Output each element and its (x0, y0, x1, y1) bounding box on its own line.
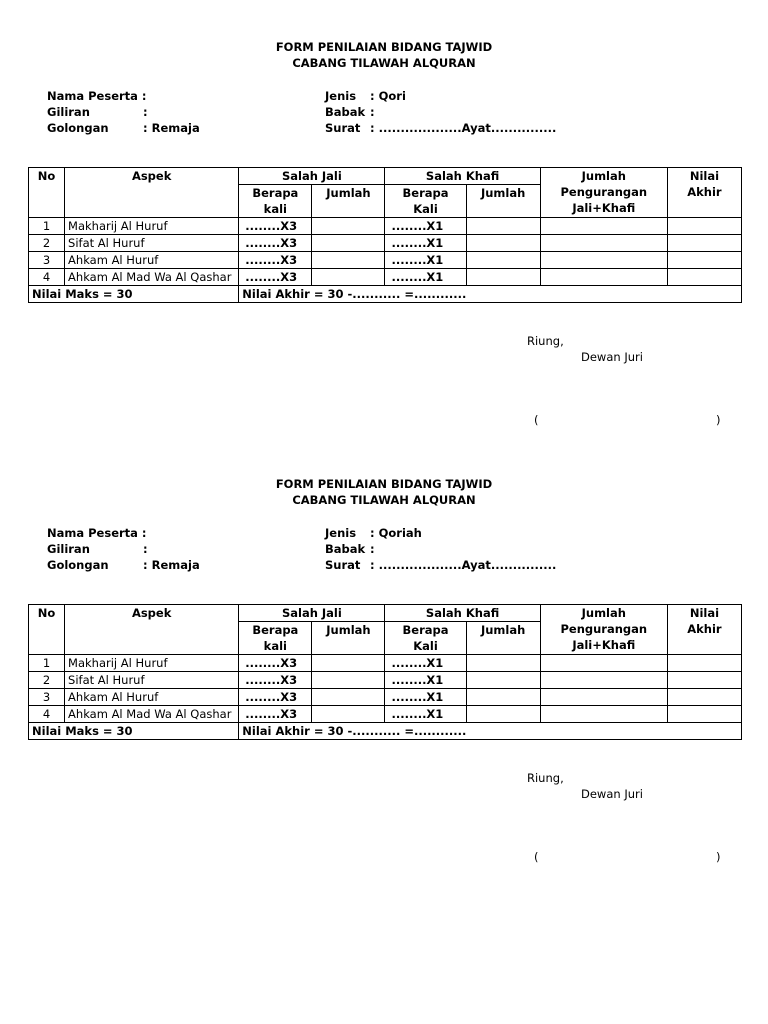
header-aspek: Aspek (65, 168, 239, 218)
scoring-form-2 (0, 437, 768, 877)
header-nilai-akhir: Nilai Akhir (667, 605, 741, 655)
row-salah-khafi-count: ........X1 (385, 672, 466, 689)
table-row (29, 235, 742, 252)
table-footer-row (29, 723, 742, 740)
table-header-row (29, 168, 742, 185)
table-row (29, 689, 742, 706)
header-jumlah-jali: Jumlah (312, 622, 385, 655)
row-salah-khafi-jumlah[interactable] (466, 655, 540, 672)
row-salah-jali-count: ........X3 (239, 706, 312, 723)
surat-value: : ...................Ayat............... (370, 558, 557, 572)
row-salah-jali-jumlah[interactable] (312, 655, 385, 672)
header-jumlah-pengurangan: Jumlah Pengurangan Jali+Khafi (540, 605, 667, 655)
nama-peserta-label: Nama Peserta : (47, 526, 147, 540)
row-nilai-akhir[interactable] (667, 218, 741, 235)
header-salah-khafi: Salah Khafi (385, 168, 540, 185)
header-jumlah-jali: Jumlah (312, 185, 385, 218)
form-subtitle: CABANG TILAWAH ALQURAN (292, 493, 476, 507)
babak-colon: : (370, 542, 375, 556)
giliran-label: Giliran (47, 542, 90, 556)
form-title: FORM PENILAIAN BIDANG TAJWID (275, 40, 493, 54)
header-berapa-kali-jali: Berapa kali (239, 622, 312, 655)
riung-label: Riung, (527, 771, 564, 785)
row-salah-jali-count: ........X3 (239, 672, 312, 689)
babak-label: Babak (325, 105, 366, 119)
row-aspek: Ahkam Al Huruf (65, 689, 239, 706)
row-salah-khafi-count: ........X1 (385, 706, 466, 723)
row-salah-khafi-jumlah[interactable] (466, 252, 540, 269)
row-nilai-akhir[interactable] (667, 252, 741, 269)
row-salah-khafi-jumlah[interactable] (466, 235, 540, 252)
row-nilai-akhir[interactable] (667, 689, 741, 706)
nilai-maks: Nilai Maks = 30 (29, 723, 239, 740)
dewan-juri-label: Dewan Juri (581, 787, 643, 801)
golongan-value: : Remaja (143, 558, 200, 572)
header-nilai-akhir: Nilai Akhir (667, 168, 741, 218)
form-title: FORM PENILAIAN BIDANG TAJWID (275, 477, 493, 491)
row-salah-jali-jumlah[interactable] (312, 252, 385, 269)
row-salah-jali-count: ........X3 (239, 252, 312, 269)
golongan-label: Golongan (47, 558, 109, 572)
row-no: 1 (29, 655, 65, 672)
nilai-akhir-formula: Nilai Akhir = 30 -........... =............ (239, 723, 742, 740)
header-berapa-kali-khafi: Berapa Kali (385, 622, 466, 655)
row-jumlah-pengurangan[interactable] (540, 269, 667, 286)
row-jumlah-pengurangan[interactable] (540, 235, 667, 252)
jenis-label: Jenis (325, 526, 357, 540)
table-row (29, 706, 742, 723)
row-salah-jali-jumlah[interactable] (312, 689, 385, 706)
row-aspek: Sifat Al Huruf (65, 672, 239, 689)
row-no: 3 (29, 689, 65, 706)
signature-paren-open: ( (534, 413, 539, 427)
scoring-table (28, 167, 742, 303)
header-jumlah-pengurangan: Jumlah Pengurangan Jali+Khafi (540, 168, 667, 218)
header-salah-jali: Salah Jali (239, 168, 385, 185)
row-salah-jali-count: ........X3 (239, 218, 312, 235)
row-salah-jali-jumlah[interactable] (312, 672, 385, 689)
row-salah-khafi-jumlah[interactable] (466, 689, 540, 706)
row-salah-khafi-jumlah[interactable] (466, 218, 540, 235)
row-nilai-akhir[interactable] (667, 706, 741, 723)
table-footer-row (29, 286, 742, 303)
table-row (29, 252, 742, 269)
table-row (29, 269, 742, 286)
header-no: No (29, 168, 65, 218)
row-no: 4 (29, 706, 65, 723)
row-salah-khafi-count: ........X1 (385, 218, 466, 235)
surat-label: Surat (325, 558, 361, 572)
row-salah-khafi-jumlah[interactable] (466, 706, 540, 723)
giliran-colon: : (143, 105, 148, 119)
surat-value: : ...................Ayat............... (370, 121, 557, 135)
row-salah-jali-jumlah[interactable] (312, 218, 385, 235)
row-aspek: Ahkam Al Mad Wa Al Qashar (65, 706, 239, 723)
riung-label: Riung, (527, 334, 564, 348)
nilai-maks: Nilai Maks = 30 (29, 286, 239, 303)
row-aspek: Sifat Al Huruf (65, 235, 239, 252)
header-berapa-kali-khafi: Berapa Kali (385, 185, 466, 218)
table-row (29, 655, 742, 672)
row-aspek: Makharij Al Huruf (65, 218, 239, 235)
row-salah-khafi-count: ........X1 (385, 689, 466, 706)
row-no: 1 (29, 218, 65, 235)
row-jumlah-pengurangan[interactable] (540, 218, 667, 235)
signature-paren-close: ) (716, 413, 721, 427)
nama-peserta-label: Nama Peserta : (47, 89, 147, 103)
row-no: 2 (29, 235, 65, 252)
scoring-form-1 (0, 0, 768, 440)
jenis-value: : Qori (370, 89, 406, 103)
surat-label: Surat (325, 121, 361, 135)
table-header-row (29, 605, 742, 622)
row-no: 4 (29, 269, 65, 286)
giliran-colon: : (143, 542, 148, 556)
row-salah-jali-jumlah[interactable] (312, 235, 385, 252)
header-berapa-kali-jali: Berapa kali (239, 185, 312, 218)
row-salah-jali-count: ........X3 (239, 269, 312, 286)
row-aspek: Ahkam Al Huruf (65, 252, 239, 269)
row-nilai-akhir[interactable] (667, 672, 741, 689)
form-subtitle: CABANG TILAWAH ALQURAN (292, 56, 476, 70)
header-jumlah-khafi: Jumlah (466, 622, 540, 655)
babak-colon: : (370, 105, 375, 119)
row-aspek: Ahkam Al Mad Wa Al Qashar (65, 269, 239, 286)
row-nilai-akhir[interactable] (667, 235, 741, 252)
signature-paren-close: ) (716, 850, 721, 864)
header-aspek: Aspek (65, 605, 239, 655)
scoring-table (28, 604, 742, 740)
row-salah-jali-count: ........X3 (239, 655, 312, 672)
row-salah-jali-jumlah[interactable] (312, 269, 385, 286)
golongan-value: : Remaja (143, 121, 200, 135)
table-row (29, 218, 742, 235)
row-salah-khafi-jumlah[interactable] (466, 672, 540, 689)
row-jumlah-pengurangan[interactable] (540, 689, 667, 706)
jenis-value: : Qoriah (370, 526, 422, 540)
jenis-label: Jenis (325, 89, 357, 103)
table-row (29, 672, 742, 689)
row-salah-khafi-jumlah[interactable] (466, 269, 540, 286)
header-no: No (29, 605, 65, 655)
babak-label: Babak (325, 542, 366, 556)
row-nilai-akhir[interactable] (667, 655, 741, 672)
signature-paren-open: ( (534, 850, 539, 864)
row-salah-khafi-count: ........X1 (385, 269, 466, 286)
row-salah-jali-count: ........X3 (239, 235, 312, 252)
header-jumlah-khafi: Jumlah (466, 185, 540, 218)
row-salah-jali-jumlah[interactable] (312, 706, 385, 723)
row-salah-jali-count: ........X3 (239, 689, 312, 706)
header-salah-jali: Salah Jali (239, 605, 385, 622)
giliran-label: Giliran (47, 105, 90, 119)
row-jumlah-pengurangan[interactable] (540, 252, 667, 269)
row-aspek: Makharij Al Huruf (65, 655, 239, 672)
header-salah-khafi: Salah Khafi (385, 605, 540, 622)
row-salah-khafi-count: ........X1 (385, 235, 466, 252)
golongan-label: Golongan (47, 121, 109, 135)
dewan-juri-label: Dewan Juri (581, 350, 643, 364)
row-no: 2 (29, 672, 65, 689)
row-salah-khafi-count: ........X1 (385, 252, 466, 269)
row-salah-khafi-count: ........X1 (385, 655, 466, 672)
row-jumlah-pengurangan[interactable] (540, 706, 667, 723)
row-nilai-akhir[interactable] (667, 269, 741, 286)
row-jumlah-pengurangan[interactable] (540, 672, 667, 689)
nilai-akhir-formula: Nilai Akhir = 30 -........... =............ (239, 286, 742, 303)
row-jumlah-pengurangan[interactable] (540, 655, 667, 672)
row-no: 3 (29, 252, 65, 269)
